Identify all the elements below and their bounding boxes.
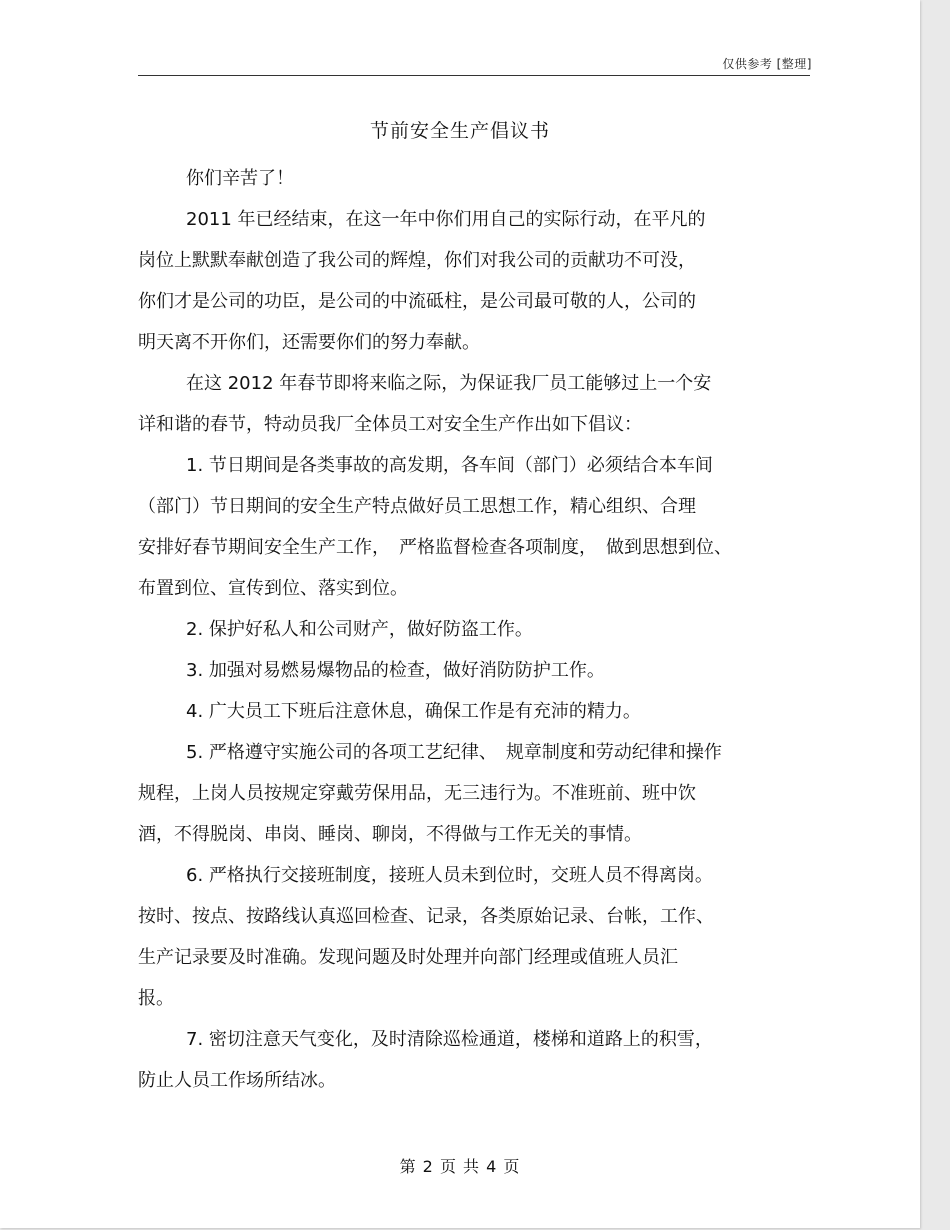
- page-number-footer: 第 2 页 共 4 页: [399, 1157, 521, 1176]
- paragraph-line: 详和谐的春节，特动员我厂全体员工对安全生产作出如下倡议：: [138, 414, 642, 435]
- document-body: [138, 158, 810, 1101]
- paragraph-line: 你们才是公司的功臣，是公司的中流砥柱，是公司最可敬的人，公司的: [138, 291, 696, 312]
- paragraph-line: 2011 年已经结束，在这一年中你们用自己的实际行动，在平凡的: [186, 209, 706, 230]
- list-item-line: 按时、按点、按路线认真巡回检查、记录，各类原始记录、台帐，工作、: [138, 906, 714, 927]
- list-item-line: 4. 广大员工下班后注意休息，确保工作是有充沛的精力。: [186, 701, 641, 722]
- paragraph-line: 你们辛苦了！: [186, 168, 294, 189]
- list-item-line: 3. 加强对易燃易爆物品的检查，做好消防防护工作。: [186, 660, 605, 681]
- document-title: 节前安全生产倡议书: [369, 120, 550, 142]
- list-item-line: 2. 保护好私人和公司财产，做好防盗工作。: [186, 619, 533, 640]
- list-item-line: 酒，不得脱岗、串岗、睡岗、聊岗，不得做与工作无关的事情。: [138, 824, 642, 845]
- list-item-line: 生产记录要及时准确。发现问题及时处理并向部门经理或值班人员汇: [138, 947, 678, 968]
- list-item-line: 1. 节日期间是各类事故的高发期，各车间（部门）必须结合本车间: [186, 455, 713, 476]
- list-item-line: 防止人员工作场所结冰。: [138, 1070, 336, 1091]
- paragraph-line: 岗位上默默奉献创造了我公司的辉煌，你们对我公司的贡献功不可没，: [138, 250, 696, 271]
- list-item-line: 5. 严格遵守实施公司的各项工艺纪律、 规章制度和劳动纪律和操作: [186, 742, 722, 763]
- list-item-line: 6. 严格执行交接班制度，接班人员未到位时，交班人员不得离岗。: [186, 865, 713, 886]
- list-item-line: 布置到位、宣传到位、落实到位。: [138, 578, 408, 599]
- list-item-line: 7. 密切注意天气变化，及时清除巡检通道，楼梯和道路上的积雪，: [186, 1029, 713, 1050]
- list-item-line: 报。: [138, 988, 174, 1009]
- list-item-line: 安排好春节期间安全生产工作， 严格监督检查各项制度， 做到思想到位、: [138, 537, 732, 558]
- list-item-line: 规程，上岗人员按规定穿戴劳保用品，无三违行为。不准班前、班中饮: [138, 783, 696, 804]
- header-note: 仅供参考 [整理]: [722, 57, 812, 71]
- list-item-line: （部门）节日期间的安全生产特点做好员工思想工作，精心组织、合理: [138, 496, 696, 517]
- paragraph-line: 在这 2012 年春节即将来临之际，为保证我厂员工能够过上一个安: [186, 373, 712, 394]
- paragraph-line: 明天离不开你们，还需要你们的努力奉献。: [138, 332, 480, 353]
- header-divider: [138, 75, 810, 76]
